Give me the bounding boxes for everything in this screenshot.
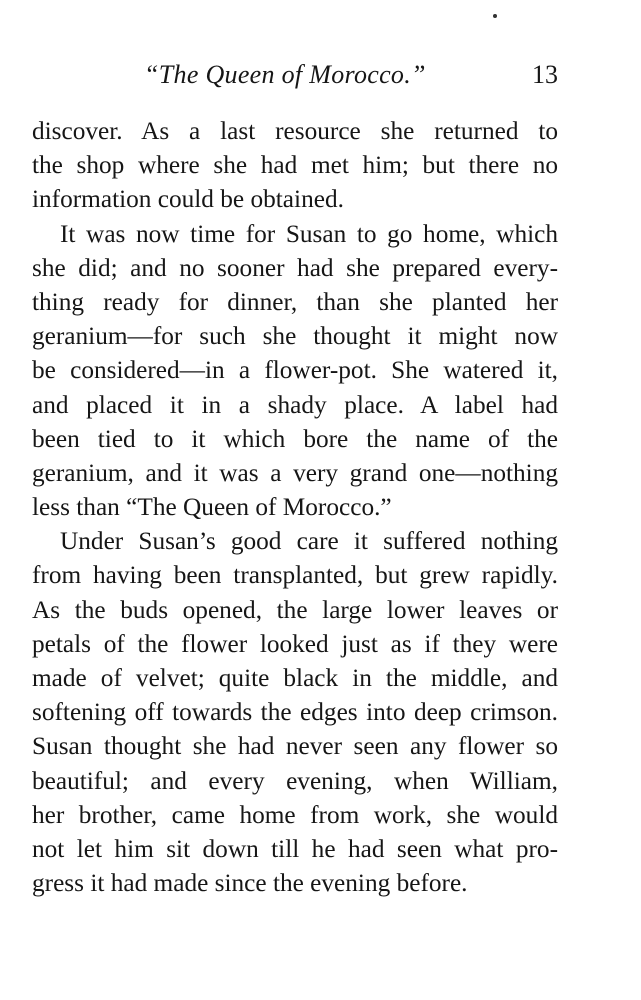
text-line: gress it had made since the evening before. [32,869,468,898]
text-line: not let him sit down till he had seen what pro- [32,834,558,863]
text-line: Susan thought she had never seen any flower so [32,732,558,761]
text-line: made of velvet; quite black in the middle, and [32,664,558,692]
text-line: information could be obtained. [32,185,344,214]
text-line: petals of the flower looked just as if they were [32,629,558,658]
text-line: softening off towards the edges into deep crimson. [32,698,558,727]
text-line: It was now time for Susan to go home, which [60,219,558,248]
running-title: “The Queen of Morocco.” [144,60,426,89]
text-line: be considered—in a flower-pot. She watered it, [32,356,558,385]
text-line: Under Susan’s good care it suffered nothing [60,527,558,556]
text-line: and placed it in a shady place. A label had [32,390,558,419]
body-text [32,114,558,900]
text-line: discover. As a last resource she returned to [32,117,558,145]
text-line: less than “The Queen of Morocco.” [32,493,392,522]
text-line: her brother, came home from work, she would [32,800,558,829]
text-line: As the buds opened, the large lower leaves or [32,595,558,624]
running-header [32,60,558,94]
text-line: beautiful; and every evening, when William, [32,766,558,795]
ink-speck [493,14,497,18]
text-line: the shop where she had met him; but there no [32,151,558,180]
text-line: been tied to it which bore the name of the [32,424,558,453]
page-number: 13 [532,60,558,89]
text-line: geranium—for such she thought it might now [32,322,558,351]
text-line: she did; and no sooner had she prepared every- [32,253,558,282]
text-line: from having been transplanted, but grew rapidly. [32,561,558,590]
text-line: thing ready for dinner, than she planted her [32,287,558,316]
text-line: geranium, and it was a very grand one—nothing [32,458,558,487]
